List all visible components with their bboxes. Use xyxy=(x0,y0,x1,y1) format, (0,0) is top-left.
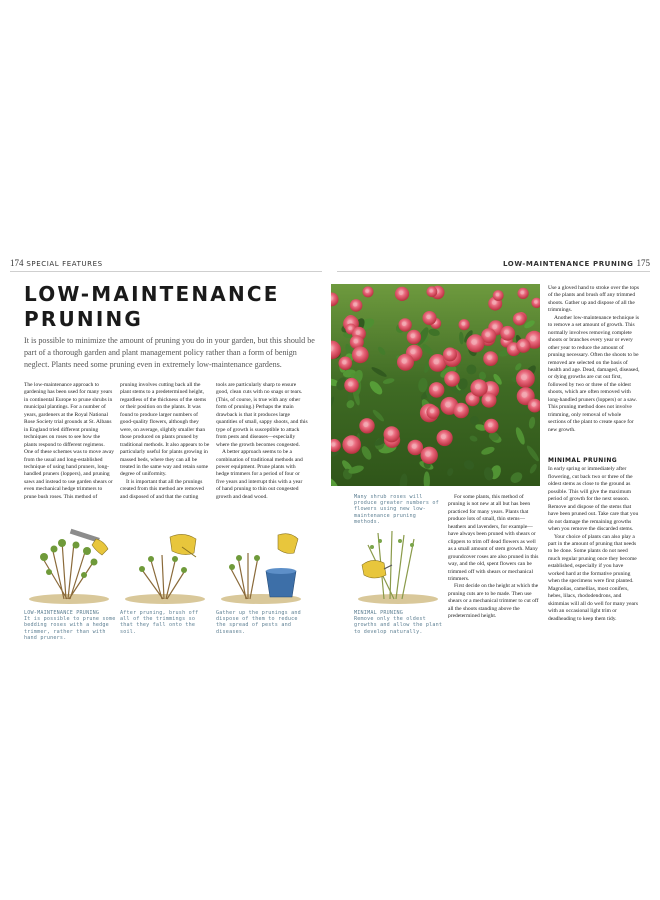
rose-bloom-center xyxy=(433,386,438,391)
rose-bloom-center xyxy=(486,397,491,402)
rose-bloom-center xyxy=(516,316,520,320)
rose-bloom-center xyxy=(356,331,360,335)
illustration-caption-4 xyxy=(354,610,444,635)
rose-bloom-center xyxy=(348,326,352,330)
rose-bloom-center xyxy=(471,339,477,345)
body-column-3 xyxy=(216,382,308,501)
rose-bloom-center xyxy=(447,351,451,355)
cutting-old-stems-illustration xyxy=(354,527,442,605)
rose-bloom-center xyxy=(363,422,368,427)
illustration-caption-1 xyxy=(24,610,116,641)
caption-title: LOW-MAINTENANCE PRUNING xyxy=(24,610,100,616)
rose-bloom-center xyxy=(469,396,474,401)
body-paragraph: Your choice of plants can also play a part in the amount of pruning that needs to be done. Some plants do not need much regular pruning once they become established, especially if you have worked hard at the formative pruning when the specimens were first planted. Magnolias, camellias, most conifers, hebes, lilacs, rhododendrons, and skimmias will all do well for many years with an occasional light trim or deadheading to keep them tidy. xyxy=(548,533,638,622)
rose-bloom-center xyxy=(410,349,415,354)
caption-title: MINIMAL PRUNING xyxy=(354,610,404,616)
rose-bloom-center xyxy=(520,342,525,347)
rose-bloom-center xyxy=(347,440,353,446)
rose-bush-photo xyxy=(331,284,540,486)
body-paragraph: Use a gloved hand to stroke over the tops of the plants and brush off any trimmed shoots. Gather up and dispose of all the trimmings. xyxy=(548,285,640,314)
rose-bloom-center xyxy=(521,374,527,380)
rose-bloom-center xyxy=(457,407,462,412)
rose-bloom-center xyxy=(510,346,514,350)
rose-bloom-center xyxy=(485,332,490,337)
rose-bloom-center xyxy=(430,409,434,413)
rose-bloom-center xyxy=(534,300,537,303)
bucket-prunings-illustration xyxy=(216,527,306,605)
body-column-2 xyxy=(120,382,210,501)
left-section-label: SPECIAL FEATURES xyxy=(26,260,103,268)
rose-bloom-center xyxy=(433,359,439,365)
rose-bloom-center xyxy=(426,315,430,319)
body-paragraph: In early spring or immediately after flowering, cut back two or three of the oldest stems as close to the ground as possible. This will give the maximum period of growth for the next season. Remove and dispose of the stems that have been pruned out. Take care that you do not damage the remaining growths when you remove the discarded stems. xyxy=(548,466,639,533)
rose-bloom-center xyxy=(342,360,346,364)
rose-bloom-center xyxy=(496,293,499,296)
gloved-hand-brushing-illustration xyxy=(120,527,210,605)
rose-bloom-center xyxy=(475,384,481,390)
right-running-head xyxy=(503,258,650,268)
rose-bloom-center xyxy=(425,451,431,457)
caption-text: It is possible to prune some bedding roses with a hedge trimmer, rather than with hand pruners. xyxy=(24,616,116,641)
body-paragraph: Another low-maintenance technique is to remove a set amount of growth. This normally involves removing complete shoots or branches every year or every other year to reduce the amount of pruning necessary. Often the shoots to be removed are selected on the basis of health and age. Dead, damaged, diseased, or dying growths are cut out first, followed by two or three of the oldest shoots, which are often removed with long-handled pruners (loppers) or a saw. This pruning method does not involve trimming, only removal of whole sections of the plant to create space for new growth. xyxy=(548,314,640,433)
body-column-5 xyxy=(548,285,640,434)
rose-bloom-center xyxy=(331,442,335,446)
rose-bloom-center xyxy=(412,444,417,449)
right-section-label: LOW-MAINTENANCE PRUNING xyxy=(503,260,634,268)
rose-bloom-center xyxy=(441,434,446,439)
page-title: LOW-MAINTENANCE PRUNING xyxy=(24,282,280,331)
rose-bloom-center xyxy=(448,375,453,380)
body-paragraph: It is important that all the prunings created from this method are removed and disposed of and that the cutting xyxy=(120,478,204,500)
rose-bloom-center xyxy=(492,300,496,304)
body-paragraph: First decide on the height at which the pruning cuts are to be made. Then use shears or a mechanical trimmer to cut off all the shoots standing above the predetermined height. xyxy=(448,583,539,620)
body-paragraph: The low-maintenance approach to gardening has been used for many years in continental Europe to prune shrubs in municipal plantings. For a number of years, gardeners at the Royal National Rose Society trial grounds at St. Albans in England tried different pruning techniques on roses to see how the plants respond to different regimens. One of these schemes was to move away from the usual and long-established technique of using hand pruners, long-handled pruners (loppers), and pruning saws and instead to use garden shears or even mechanical hedge trimmers to prune bush roses. This method of xyxy=(24,382,114,500)
left-running-head xyxy=(10,258,103,268)
rose-bloom-center xyxy=(487,355,492,360)
right-page-number: 175 xyxy=(636,258,650,268)
rose-bloom-center xyxy=(530,336,536,342)
left-header-rule xyxy=(10,271,322,272)
photo-caption: Many shrub roses will produce greater numbers of flowers using new low-maintenance pruning methods. xyxy=(354,494,439,525)
rose-bloom-center xyxy=(488,423,493,428)
rose-bloom-center xyxy=(365,289,369,293)
intro-paragraph: It is possible to minimize the amount of pruning you do in your garden, but this should be part of a thorough garden and plant management policy rather than a form of benign neglect. Plants need some pruning even in extremely low-maintenance gardens. xyxy=(24,336,315,370)
right-header-rule xyxy=(337,271,650,272)
body-paragraph: A better approach seems to be a combination of traditional methods and power equipment. Prune plants with hedge trimmers for a period of four or five years and interrupt this with a year of hand pruning to thin out congested growth and dead wood. xyxy=(216,449,303,500)
hedge-trimmer-rose-illustration xyxy=(24,527,114,605)
left-page-number: 174 xyxy=(10,258,24,268)
rose-bloom-center xyxy=(532,402,536,406)
rose-bloom-center xyxy=(462,322,466,326)
caption-text: Remove only the oldest growths and allow the plant to develop naturally. xyxy=(354,616,443,635)
rose-bloom-center xyxy=(354,339,359,344)
body-paragraph: pruning involves cutting back all the plant stems to a predetermined height, regardless of the thickness of the stems or their position on the plants. It was found to produce larger numbers of good-quality flowers, although they were, on average, slightly smaller than those produced on plants pruned by traditional methods. It also appears to be particularly useful for plants growing in massed beds, where they can all be treated in the same way and retain some degree of uniformity. xyxy=(120,382,210,478)
body-paragraph: For some plants, this method of pruning is not new at all but has been practiced for many years. Plants that produce lots of small, thin stems—heathers and lavenders, for example—have always been pruned with shears or clippers to trim off dead flowers as well as a small amount of stem growth. Many groundcover roses are also pruned in this way, and the old, spent flowers can be trimmed off with shears or mechanical trimmers. xyxy=(448,494,539,582)
body-paragraph: tools are particularly sharp to ensure good, clean cuts with no snags or tears. (This, of course, is true with any other form of pruning.) Perhaps the main drawback is that it produces large quantities of small, sappy shoots, and this type of growth is susceptible to attack from pests and diseases—especially where the growth becomes congested. xyxy=(216,382,308,448)
rose-bloom-center xyxy=(445,402,451,408)
minimal-pruning-heading: MINIMAL PRUNING xyxy=(548,457,618,464)
illustration-caption-2: After pruning, brush off all of the trimmings so that they fall onto the soil. xyxy=(120,610,199,635)
rose-bloom-center xyxy=(402,358,407,363)
illustration-caption-3: Gather up the prunings and dispose of them to reduce the spread of pests and diseases. xyxy=(216,610,301,635)
body-column-6 xyxy=(548,457,640,623)
rose-bloom-center xyxy=(353,303,357,307)
rose-bloom-center xyxy=(402,322,406,326)
rose-bloom-center xyxy=(348,382,353,387)
rose-bloom-center xyxy=(399,291,404,296)
rose-bloom-center xyxy=(492,324,497,329)
rose-bloom-center xyxy=(520,291,524,295)
rose-bloom-center xyxy=(356,351,361,356)
body-column-1 xyxy=(24,382,114,501)
rose-bloom-center xyxy=(429,289,432,292)
rose-bloom-center xyxy=(411,334,416,339)
body-column-4 xyxy=(448,494,540,621)
rose-bloom-center xyxy=(388,430,393,435)
rose-bloom-center xyxy=(504,330,509,335)
rose-bloom-center xyxy=(522,392,528,398)
